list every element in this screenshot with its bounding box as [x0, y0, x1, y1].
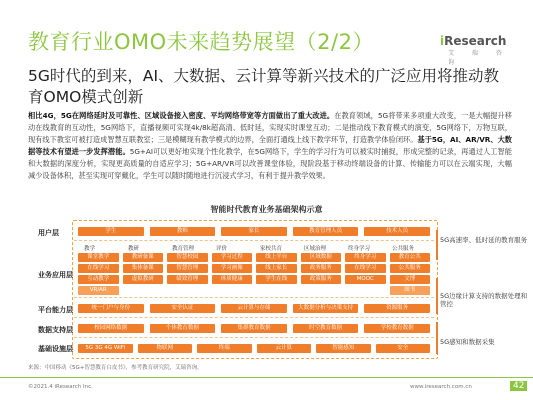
body-text	[28, 110, 512, 183]
app-head-0: 教学	[84, 246, 96, 252]
platform-box-2: 云计算与存储	[221, 304, 287, 313]
infra-box-4: 智能感知	[316, 344, 371, 353]
app-r1-5: 区域数据	[301, 253, 342, 262]
page-title: 教育行业OMO未来趋势展望（2/2）	[28, 30, 374, 54]
app-r2-5: 政务服务	[301, 264, 342, 273]
layer-app: 业务应用层	[38, 271, 73, 279]
app-r1-3: 学习过程	[212, 253, 253, 262]
app-r2-3: 学习画像	[212, 264, 253, 273]
app-r3-6: MOOC	[345, 275, 386, 284]
app-r2-4: 线上家长	[256, 264, 297, 273]
app-r1-0: 课堂教学	[78, 253, 119, 262]
app-head-7: 公共服务	[392, 246, 415, 252]
data-box-0: 校园网络数据	[78, 324, 144, 333]
app-r3-2: 绩效管理	[167, 275, 208, 284]
app-head-4: 家校共育	[260, 246, 283, 252]
body-p2-bold: 基于5G，AI、AR/VR、大数据等技术有望进一步发挥潜能。	[28, 135, 512, 157]
body-p1: 在教育领域，5G将带来多项重大改变，一是大幅提升移动在线教育的互动性，5G网络下，直播视频可实现4k/8k超高清、低时延，实现实时课堂互动；二是推动线下教育模式的演变，5G网络下，万物互联，现有线下教室可被打造成智慧互联教室；三是模糊现有教学模式的边界，全面打通线上线下教学环节，打造教学体验闭环。	[28, 111, 512, 145]
app-r2-2: 智慧管理	[167, 264, 208, 273]
app-head-6: 终身学习	[348, 246, 371, 252]
subtitle: 5G时代的到来，AI、大数据、云计算等新兴技术的广泛应用将推动教育OMO模式创新	[28, 67, 500, 106]
body-p2: 5G+AI可以更好地实现个性化教学，在5G网络下，学生的学习行为可以被实时捕捉，形成完整的记录，再通过人工智能和大数据的深度分析，实现更高质量的自适应学习；5G+AR/VR可以改善课堂体验，现阶段基于移动终端设备的计算、传输能力可以在云端实现，大幅减少设备体积，甚至实现可穿戴化，学生可以随时随地进行沉浸式学习，有利于提升教学效果。	[28, 147, 512, 181]
footer-copyright: ©2021.4 iResearch Inc.	[28, 384, 93, 390]
user-box-3: 教育管理人员	[293, 227, 359, 236]
app-r1-1: 教研备课	[123, 253, 164, 262]
infra-box-0: 5G 3G 4G WiFi	[78, 344, 133, 353]
app-r3-7: 文博	[390, 275, 431, 284]
layer-user: 用户层	[38, 229, 59, 237]
app-r1-6: 终身学习	[345, 253, 386, 262]
app-r2-0: 在线学习	[78, 264, 119, 273]
app-head-5: 区域治理	[304, 246, 327, 252]
app-head-1: 教研	[128, 246, 140, 252]
iresearch-logo: iResearch 艾 瑞 咨 询	[440, 34, 510, 66]
infra-box-5: 安全	[376, 344, 431, 353]
layer-data: 数据支持层	[38, 326, 73, 334]
data-box-2: 集群教育数据	[221, 324, 287, 333]
app-r4-7: 图书	[390, 286, 431, 295]
app-r1-7: 教育公共	[390, 253, 431, 262]
user-box-2: 家长	[221, 227, 287, 236]
app-head-2: 教育管理	[172, 246, 195, 252]
user-box-0: 学生	[78, 227, 144, 236]
app-r3-5: 政策服务	[301, 275, 342, 284]
app-r3-3: 体质健康	[212, 275, 253, 284]
platform-box-3: 大数据分析与决策支持	[293, 304, 359, 313]
side-note-3: 5G感知和数据采集	[440, 338, 495, 346]
user-box-1: 教师	[150, 227, 216, 236]
app-r3-0: 互动教学	[78, 275, 119, 284]
platform-box-4: 资源服务	[364, 304, 430, 313]
footer-url: www.iresearch.com.cn	[410, 384, 472, 390]
app-r3-1: 虚拟教研	[123, 275, 164, 284]
layer-infra: 基础设施层	[38, 345, 73, 353]
app-r2-1: 集体备课	[123, 264, 164, 273]
platform-box-0: 统一门户与身份	[78, 304, 144, 313]
layer-platform: 平台能力层	[38, 306, 73, 314]
infra-box-2: 终端	[197, 344, 252, 353]
app-r2-6: 在线学习	[345, 264, 386, 273]
side-note-2: 5G边缘计算支持的数据处理和管控	[440, 292, 528, 308]
body-p1-bold: 相比4G，5G在网络延时及可靠性、区域设备接入密度、平均网络带宽等方面做出了重大改进。	[28, 111, 335, 120]
diagram-title: 智能时代教育业务基础架构示意	[210, 205, 323, 214]
app-r4-0: VR/AR	[78, 286, 119, 295]
data-box-4: 学校教育数据	[364, 324, 430, 333]
app-r2-7: 公共服务	[390, 264, 431, 273]
data-box-1: 个体教育数据	[150, 324, 216, 333]
app-r1-4: 线上平台	[256, 253, 297, 262]
app-r1-2: 智慧校园	[167, 253, 208, 262]
footer-divider	[0, 377, 533, 378]
app-r3-4: 学生在线	[256, 275, 297, 284]
app-head-3: 评价	[216, 246, 228, 252]
user-box-4: 技术人员	[364, 227, 430, 236]
data-box-3: 时空教育数据	[293, 324, 359, 333]
source-note: 来源：中国移动《5G+智慧教育白皮书》，参考教育研究院，艾瑞咨询。	[28, 365, 203, 371]
platform-box-1: 安全认证	[150, 304, 216, 313]
page-number: 42	[510, 381, 527, 391]
side-note-1: 5G高速率、低时延的教育服务	[440, 236, 528, 244]
infra-box-1: 物联网	[138, 344, 193, 353]
infra-box-3: 云计算	[257, 344, 312, 353]
